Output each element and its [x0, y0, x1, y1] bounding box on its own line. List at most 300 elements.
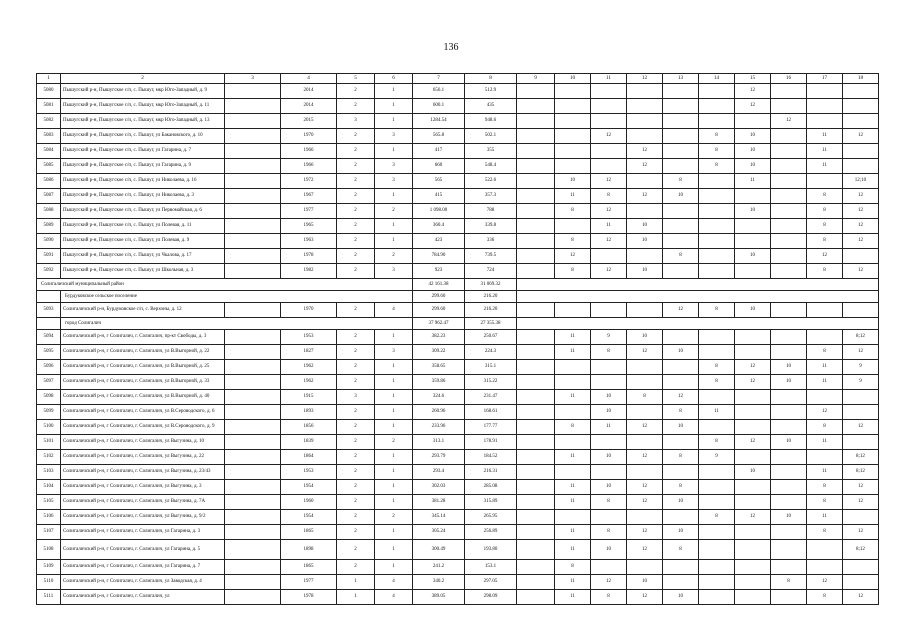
- col-8-cell: 216.31: [465, 465, 517, 480]
- col-9-cell: [517, 560, 555, 575]
- col-4-cell: 1960: [281, 495, 337, 510]
- col-18-cell: [843, 99, 879, 114]
- col-14-cell: [699, 525, 735, 540]
- col-10-cell: 11: [555, 390, 591, 405]
- col-8-cell: 355: [465, 144, 517, 159]
- col-7-cell: 345.14: [413, 510, 465, 525]
- row-number: 5085: [37, 159, 61, 174]
- col-18-cell: 9: [843, 360, 879, 375]
- col-18-cell: 12: [843, 129, 879, 144]
- col-13-cell: 10: [663, 495, 699, 510]
- col-17-cell: 8: [807, 219, 843, 234]
- col-7-cell: 565.8: [413, 129, 465, 144]
- col-14-cell: [699, 249, 735, 264]
- col-10-cell: [555, 144, 591, 159]
- col-14-cell: 8: [699, 435, 735, 450]
- col-13-cell: [663, 375, 699, 390]
- col-10-cell: 10: [555, 174, 591, 189]
- col-8-cell: 512.9: [465, 84, 517, 99]
- col-6-cell: 1: [375, 330, 413, 345]
- col-7-cell: 233.96: [413, 420, 465, 435]
- row-number: 5101: [37, 435, 61, 450]
- col-14-cell: [699, 84, 735, 99]
- col-17-cell: 11: [807, 465, 843, 480]
- column-number-row: [37, 74, 879, 84]
- col-14-cell: 8: [699, 510, 735, 525]
- col-12-cell: 12: [627, 495, 663, 510]
- col-3-cell: [225, 204, 281, 219]
- col-10-cell: 11: [555, 480, 591, 495]
- col-12-cell: 12: [627, 480, 663, 495]
- col-7-cell: 1 098.00: [413, 204, 465, 219]
- col-7-cell: 324.6: [413, 390, 465, 405]
- col-11-cell: 8: [591, 590, 627, 605]
- col-18-cell: 12: [843, 204, 879, 219]
- col-18-cell: 8;12: [843, 465, 879, 480]
- col-3-cell: [225, 390, 281, 405]
- col-12-cell: 12: [627, 525, 663, 540]
- empty-cell: [517, 291, 879, 303]
- col-11-cell: [591, 375, 627, 390]
- col-14-cell: [699, 495, 735, 510]
- col-5-cell: 2: [337, 330, 375, 345]
- table-row: [37, 303, 879, 318]
- col-18-cell: 8;12: [843, 450, 879, 465]
- col-3-cell: [225, 360, 281, 375]
- empty-cell: [37, 291, 61, 303]
- col-6-cell: 1: [375, 84, 413, 99]
- col-3-cell: [225, 114, 281, 129]
- col-15-cell: [735, 575, 771, 590]
- col-17-cell: [807, 99, 843, 114]
- col-12-cell: [627, 84, 663, 99]
- col-12-cell: [627, 204, 663, 219]
- col-6-cell: 1: [375, 375, 413, 390]
- col-5-cell: 2: [337, 435, 375, 450]
- col-5-cell: 2: [337, 465, 375, 480]
- col-13-cell: [663, 159, 699, 174]
- column-number-header: 11: [591, 74, 627, 84]
- row-number: 5105: [37, 495, 61, 510]
- col-11-cell: [591, 249, 627, 264]
- col-6-cell: 1: [375, 560, 413, 575]
- table-row: [37, 219, 879, 234]
- col-17-cell: 11: [807, 360, 843, 375]
- row-number: 5088: [37, 204, 61, 219]
- col-6-cell: 1: [375, 420, 413, 435]
- col-9-cell: [517, 234, 555, 249]
- col-11-cell: 12: [591, 174, 627, 189]
- col-9-cell: [517, 249, 555, 264]
- col-12-cell: [627, 360, 663, 375]
- col-9-cell: [517, 174, 555, 189]
- col-8-cell: 168.61: [465, 405, 517, 420]
- col-10-cell: [555, 510, 591, 525]
- col-12-cell: 10: [627, 330, 663, 345]
- col-11-cell: 10: [591, 540, 627, 560]
- col-5-cell: 2: [337, 144, 375, 159]
- col-6-cell: 1: [375, 99, 413, 114]
- col-18-cell: [843, 249, 879, 264]
- col-9-cell: [517, 144, 555, 159]
- col-16-cell: [771, 540, 807, 560]
- col-5-cell: 1: [337, 590, 375, 605]
- col-12-cell: [627, 560, 663, 575]
- col-3-cell: [225, 159, 281, 174]
- address-cell: Пышугский р-н, Пышугское с/п, с. Пышуг, ул Гагарина, д. 7: [61, 144, 225, 159]
- col-7-cell: 302.03: [413, 480, 465, 495]
- col-6-cell: 4: [375, 590, 413, 605]
- col-11-cell: [591, 435, 627, 450]
- col-3-cell: [225, 189, 281, 204]
- col-13-cell: [663, 465, 699, 480]
- col-12-cell: 12: [627, 189, 663, 204]
- col-6-cell: 3: [375, 345, 413, 360]
- col-12-cell: [627, 303, 663, 318]
- table-row: [37, 249, 879, 264]
- col-4-cell: 1978: [281, 249, 337, 264]
- address-cell: Солигаличский р-н, г Солигалич, г. Солигалич, ул Выгузина, д. 10: [61, 435, 225, 450]
- col-17-cell: [807, 114, 843, 129]
- col-18-cell: [843, 159, 879, 174]
- col-17-cell: 12: [807, 405, 843, 420]
- col-9-cell: [517, 480, 555, 495]
- table-row: [37, 189, 879, 204]
- col-15-cell: 11: [735, 174, 771, 189]
- col-5-cell: 2: [337, 174, 375, 189]
- col-10-cell: 11: [555, 345, 591, 360]
- col-17-cell: 8: [807, 204, 843, 219]
- col-16-cell: 10: [771, 510, 807, 525]
- col-14-cell: [699, 560, 735, 575]
- col-7-cell: 565: [413, 174, 465, 189]
- address-cell: Солигаличский р-н, г Солигалич, г. Солигалич, ул В.Сероводского, д. 9: [61, 420, 225, 435]
- col-14-cell: [699, 114, 735, 129]
- col-5-cell: 2: [337, 303, 375, 318]
- col-9-cell: [517, 159, 555, 174]
- page-number: 136: [443, 42, 459, 53]
- col-4-cell: 1977: [281, 575, 337, 590]
- col-12-cell: 12: [627, 144, 663, 159]
- col-14-cell: [699, 330, 735, 345]
- row-number: 5109: [37, 560, 61, 575]
- col-9-cell: [517, 465, 555, 480]
- col-5-cell: 2: [337, 99, 375, 114]
- col-8-cell: 788: [465, 204, 517, 219]
- table-row: [37, 204, 879, 219]
- col-15-cell: [735, 234, 771, 249]
- col-5-cell: 2: [337, 405, 375, 420]
- col-13-cell: [663, 234, 699, 249]
- address-cell: Солигаличский р-н, г Солигалич, г. Солигалич, ул В.Выгорной, д. 22: [61, 345, 225, 360]
- col-14-cell: [699, 590, 735, 605]
- col-11-cell: [591, 560, 627, 575]
- col-11-cell: [591, 360, 627, 375]
- address-cell: Пышугский р-н, Пышугское с/п, с. Пышуг, ул Бакановского, д. 10: [61, 129, 225, 144]
- col-5-cell: 2: [337, 525, 375, 540]
- address-cell: Солигаличский р-н, г Солигалич, г. Солигалич, ул: [61, 590, 225, 605]
- col-15-cell: [735, 219, 771, 234]
- col-5-cell: 2: [337, 129, 375, 144]
- col-3-cell: [225, 405, 281, 420]
- col-13-cell: [663, 204, 699, 219]
- col-4-cell: 2014: [281, 99, 337, 114]
- col-5-cell: 2: [337, 510, 375, 525]
- total-area: 299.60: [413, 291, 465, 303]
- column-number-header: 14: [699, 74, 735, 84]
- section-label: город Солигалич: [61, 318, 413, 330]
- table-row: [37, 330, 879, 345]
- col-6-cell: 1: [375, 450, 413, 465]
- col-14-cell: 9: [699, 450, 735, 465]
- row-number: 5081: [37, 99, 61, 114]
- col-6-cell: 1: [375, 405, 413, 420]
- col-16-cell: [771, 303, 807, 318]
- col-4-cell: 1962: [281, 375, 337, 390]
- col-13-cell: 10: [663, 590, 699, 605]
- col-9-cell: [517, 495, 555, 510]
- col-17-cell: 8: [807, 480, 843, 495]
- col-15-cell: 12: [735, 510, 771, 525]
- address-cell: Солигаличский р-н, г Солигалич, г. Солигалич, пр-кт Свободы, д. 3: [61, 330, 225, 345]
- col-16-cell: [771, 390, 807, 405]
- col-8-cell: 435: [465, 99, 517, 114]
- col-5-cell: 2: [337, 420, 375, 435]
- col-8-cell: 153.1: [465, 560, 517, 575]
- col-7-cell: 656.1: [413, 84, 465, 99]
- col-7-cell: 415: [413, 189, 465, 204]
- row-number: 5092: [37, 264, 61, 279]
- col-10-cell: 11: [555, 540, 591, 560]
- col-5-cell: 2: [337, 249, 375, 264]
- col-4-cell: 1966: [281, 159, 337, 174]
- col-13-cell: [663, 575, 699, 590]
- table-row: [37, 495, 879, 510]
- col-16-cell: 12: [771, 114, 807, 129]
- row-number: 5091: [37, 249, 61, 264]
- col-9-cell: [517, 450, 555, 465]
- col-14-cell: 8: [699, 144, 735, 159]
- col-4-cell: 1856: [281, 420, 337, 435]
- col-10-cell: 12: [555, 249, 591, 264]
- address-cell: Солигаличский р-н, Бурдуковское с/п, с. Верхоны, д. 12: [61, 303, 225, 318]
- col-6-cell: 2: [375, 435, 413, 450]
- col-11-cell: [591, 99, 627, 114]
- column-number-header: 17: [807, 74, 843, 84]
- section-row: [37, 291, 879, 303]
- col-8-cell: 315.22: [465, 375, 517, 390]
- col-17-cell: 8: [807, 525, 843, 540]
- col-7-cell: 241.2: [413, 560, 465, 575]
- address-cell: Солигаличский р-н, г Солигалич, г. Солигалич, ул Выгузина, д. 22: [61, 450, 225, 465]
- table-row: [37, 375, 879, 390]
- col-14-cell: [699, 264, 735, 279]
- col-5-cell: 2: [337, 345, 375, 360]
- col-11-cell: 11: [591, 219, 627, 234]
- col-18-cell: [843, 405, 879, 420]
- col-17-cell: 8: [807, 264, 843, 279]
- col-9-cell: [517, 114, 555, 129]
- col-18-cell: [843, 144, 879, 159]
- col-8-cell: 265.95: [465, 510, 517, 525]
- row-number: 5087: [37, 189, 61, 204]
- col-7-cell: 417: [413, 144, 465, 159]
- table-row: [37, 575, 879, 590]
- col-18-cell: 12: [843, 189, 879, 204]
- col-15-cell: [735, 345, 771, 360]
- col-12-cell: [627, 435, 663, 450]
- col-5-cell: 2: [337, 189, 375, 204]
- col-14-cell: [699, 345, 735, 360]
- row-number: 5095: [37, 345, 61, 360]
- col-10-cell: 8: [555, 234, 591, 249]
- col-4-cell: 1982: [281, 264, 337, 279]
- col-16-cell: [771, 465, 807, 480]
- col-14-cell: [699, 204, 735, 219]
- col-14-cell: [699, 540, 735, 560]
- col-9-cell: [517, 204, 555, 219]
- col-5-cell: 2: [337, 234, 375, 249]
- col-8-cell: 739.5: [465, 249, 517, 264]
- col-5-cell: 2: [337, 375, 375, 390]
- column-number-header: 13: [663, 74, 699, 84]
- col-11-cell: 8: [591, 189, 627, 204]
- col-9-cell: [517, 330, 555, 345]
- column-number-header: 16: [771, 74, 807, 84]
- col-8-cell: 250.67: [465, 330, 517, 345]
- col-13-cell: 8: [663, 540, 699, 560]
- col-14-cell: 11: [699, 405, 735, 420]
- col-18-cell: 8;12: [843, 330, 879, 345]
- col-14-cell: [699, 575, 735, 590]
- column-number-header: 9: [517, 74, 555, 84]
- address-cell: Солигаличский р-н, г Солигалич, г. Солигалич, ул В.Выгорной, д. 25: [61, 360, 225, 375]
- col-18-cell: [843, 575, 879, 590]
- col-6-cell: 1: [375, 219, 413, 234]
- col-9-cell: [517, 375, 555, 390]
- col-9-cell: [517, 360, 555, 375]
- col-8-cell: 336: [465, 234, 517, 249]
- col-3-cell: [225, 345, 281, 360]
- col-17-cell: [807, 330, 843, 345]
- row-number: 5106: [37, 510, 61, 525]
- col-7-cell: 340.2: [413, 575, 465, 590]
- address-cell: Солигаличский р-н, г Солигалич, г. Солигалич, ул Выгузина, д. 9/2: [61, 510, 225, 525]
- col-9-cell: [517, 264, 555, 279]
- row-number: 5080: [37, 84, 61, 99]
- table-row: [37, 560, 879, 575]
- col-18-cell: 8;12: [843, 540, 879, 560]
- col-15-cell: [735, 540, 771, 560]
- col-4-cell: 1953: [281, 465, 337, 480]
- col-15-cell: [735, 450, 771, 465]
- row-number: 5086: [37, 174, 61, 189]
- col-6-cell: 1: [375, 480, 413, 495]
- col-8-cell: 339.8: [465, 219, 517, 234]
- col-10-cell: [555, 435, 591, 450]
- col-4-cell: 1827: [281, 345, 337, 360]
- col-16-cell: [771, 345, 807, 360]
- col-3-cell: [225, 375, 281, 390]
- col-16-cell: [771, 174, 807, 189]
- col-9-cell: [517, 189, 555, 204]
- col-15-cell: 10: [735, 159, 771, 174]
- col-17-cell: 11: [807, 129, 843, 144]
- col-15-cell: 12: [735, 84, 771, 99]
- col-11-cell: [591, 114, 627, 129]
- col-15-cell: 10: [735, 249, 771, 264]
- col-3-cell: [225, 575, 281, 590]
- col-7-cell: 260.96: [413, 405, 465, 420]
- col-7-cell: 600.1: [413, 99, 465, 114]
- address-cell: Пышугский р-н, Пышугское с/п, с. Пышуг, ул Полевая, д. 11: [61, 219, 225, 234]
- col-4-cell: 1954: [281, 510, 337, 525]
- col-7-cell: 381.28: [413, 495, 465, 510]
- col-13-cell: [663, 219, 699, 234]
- col-3-cell: [225, 330, 281, 345]
- col-11-cell: 12: [591, 264, 627, 279]
- table-row: [37, 264, 879, 279]
- table-row: [37, 480, 879, 495]
- col-7-cell: 358.65: [413, 360, 465, 375]
- empty-cell: [37, 318, 61, 330]
- col-3-cell: [225, 480, 281, 495]
- col-18-cell: 12: [843, 345, 879, 360]
- section-row: [37, 318, 879, 330]
- col-13-cell: 10: [663, 345, 699, 360]
- col-3-cell: [225, 590, 281, 605]
- row-number: 5093: [37, 303, 61, 318]
- col-13-cell: [663, 435, 699, 450]
- col-15-cell: [735, 330, 771, 345]
- col-10-cell: [555, 360, 591, 375]
- col-8-cell: 724: [465, 264, 517, 279]
- col-3-cell: [225, 510, 281, 525]
- col-12-cell: [627, 249, 663, 264]
- col-16-cell: [771, 204, 807, 219]
- section-row: [37, 279, 879, 291]
- col-16-cell: 10: [771, 435, 807, 450]
- col-17-cell: 8: [807, 189, 843, 204]
- col-3-cell: [225, 129, 281, 144]
- col-4-cell: 1966: [281, 144, 337, 159]
- column-number-header: 10: [555, 74, 591, 84]
- col-3-cell: [225, 84, 281, 99]
- col-10-cell: 11: [555, 495, 591, 510]
- col-15-cell: 10: [735, 303, 771, 318]
- col-5-cell: 3: [337, 390, 375, 405]
- col-15-cell: [735, 495, 771, 510]
- col-7-cell: 784.90: [413, 249, 465, 264]
- housing-registry-table: [36, 73, 879, 605]
- col-13-cell: [663, 510, 699, 525]
- col-18-cell: [843, 510, 879, 525]
- col-15-cell: 12: [735, 360, 771, 375]
- col-8-cell: 315.1: [465, 360, 517, 375]
- col-14-cell: [699, 234, 735, 249]
- col-17-cell: [807, 174, 843, 189]
- col-3-cell: [225, 525, 281, 540]
- col-16-cell: 10: [771, 360, 807, 375]
- col-10-cell: 11: [555, 450, 591, 465]
- col-13-cell: 12: [663, 390, 699, 405]
- col-13-cell: 10: [663, 189, 699, 204]
- col-6-cell: 2: [375, 249, 413, 264]
- col-8-cell: 177.77: [465, 420, 517, 435]
- col-8-cell: 298.09: [465, 590, 517, 605]
- col-12-cell: 12: [627, 159, 663, 174]
- col-5-cell: 2: [337, 84, 375, 99]
